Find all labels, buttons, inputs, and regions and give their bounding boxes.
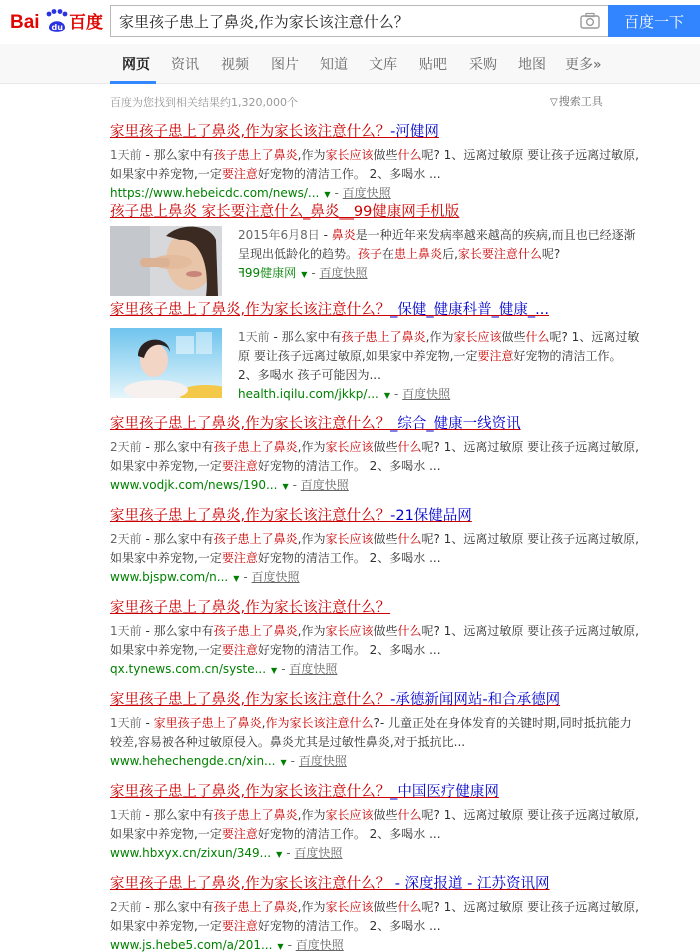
- result-url-row: www.hbxyx.cn/zixun/349... ▼ - 百度快照: [110, 846, 343, 860]
- result-url[interactable]: www.hehechengde.cn/xin...: [110, 754, 276, 768]
- result-title-link[interactable]: 孩子患上鼻炎 家长要注意什么_鼻炎__99健康网手机版: [110, 204, 460, 220]
- search-button[interactable]: 百度一下: [608, 5, 700, 37]
- snapshot-link[interactable]: 百度快照: [251, 570, 300, 584]
- result-title-link[interactable]: 家里孩子患上了鼻炎,作为家长该注意什么？_综合_健康一线资讯: [110, 416, 521, 432]
- snapshot-link[interactable]: 百度快照: [300, 478, 349, 492]
- tab-map[interactable]: 地图: [518, 57, 546, 73]
- tab-video[interactable]: 视频: [221, 57, 249, 73]
- result-url-row: qx.tynews.com.cn/syste... ▼ - 百度快照: [110, 662, 338, 676]
- result-abstract: 1天前 - 那么家中有孩子患上了鼻炎,作为家长应该做些什么呢? 1、远离过敏原 要让孩子远离过敏原,如果家中养宠物,一定要注意好宠物的清洁工作。 2、多喝水 ...: [110, 624, 639, 657]
- result-thumbnail[interactable]: [110, 328, 222, 398]
- result-item: [110, 122, 640, 204]
- 99-health-icon: ꟻ: [238, 266, 245, 280]
- filter-icon: ▽: [550, 97, 558, 108]
- result-url[interactable]: 99健康网: [244, 266, 297, 280]
- search-input[interactable]: [111, 6, 571, 36]
- result-abstract: 2天前 - 那么家中有孩子患上了鼻炎,作为家长应该做些什么呢? 1、远离过敏原 要让孩子远离过敏原,如果家中养宠物,一定要注意好宠物的清洁工作。 2、多喝水 ...: [110, 900, 639, 933]
- result-title-link[interactable]: 家里孩子患上了鼻炎,作为家长该注意什么？_中国医疗健康网: [110, 784, 499, 800]
- svg-text:du: du: [51, 23, 63, 32]
- snapshot-link[interactable]: 百度快照: [319, 266, 368, 280]
- chevron-down-icon[interactable]: ▼: [280, 758, 287, 767]
- result-abstract: 2015年6月8日 - 鼻炎是一种近年来发病率越来越高的疾病,而且也已经逐渐呈现出低龄化的趋势。孩子在患上鼻炎后,家长要注意什么呢?: [238, 228, 636, 261]
- result-url[interactable]: health.iqilu.com/jkkp/...: [238, 387, 379, 401]
- result-abstract: 1天前 - 那么家中有孩子患上了鼻炎,作为家长应该做些什么呢? 1、远离过敏原 要让孩子远离过敏原,如果家中养宠物,一定要注意好宠物的清洁工作。 2、多喝水 孩子可能因为...: [238, 330, 640, 382]
- snapshot-link[interactable]: 百度快照: [294, 846, 343, 860]
- tab-images[interactable]: 图片: [271, 57, 299, 73]
- tab-caigou[interactable]: 采购: [469, 57, 497, 73]
- result-abstract: 1天前 - 那么家中有孩子患上了鼻炎,作为家长应该做些什么呢? 1、远离过敏原 要让孩子远离过敏原,如果家中养宠物,一定要注意好宠物的清洁工作。 2、多喝水 ...: [110, 148, 639, 181]
- result-url-row: www.vodjk.com/news/190... ▼ - 百度快照: [110, 478, 349, 492]
- result-title-link[interactable]: 家里孩子患上了鼻炎,作为家长该注意什么？_保健_健康科普_健康_...: [110, 302, 549, 318]
- result-item: [110, 506, 640, 588]
- chevron-down-icon[interactable]: ▼: [271, 666, 278, 675]
- result-title-link[interactable]: 家里孩子患上了鼻炎,作为家长该注意什么？-21保健品网: [110, 508, 472, 524]
- tab-zhidao[interactable]: 知道: [320, 57, 348, 73]
- chevron-down-icon[interactable]: ▼: [301, 270, 308, 279]
- result-url-row: www.js.hebe5.com/a/201... ▼ - 百度快照: [110, 938, 344, 952]
- result-url[interactable]: www.bjspw.com/n...: [110, 570, 229, 584]
- result-url[interactable]: www.vodjk.com/news/190...: [110, 478, 278, 492]
- result-item: [110, 598, 640, 680]
- result-count: 百度为您找到相关结果约1,320,000个: [110, 96, 298, 109]
- result-title-link[interactable]: 家里孩子患上了鼻炎,作为家长该注意什么？ - 深度报道 - 江苏资讯网: [110, 876, 550, 892]
- chevron-down-icon[interactable]: ▼: [277, 942, 284, 951]
- result-title-link[interactable]: 家里孩子患上了鼻炎,作为家长该注意什么？-承德新闻网站-和合承德网: [110, 692, 561, 708]
- snapshot-link[interactable]: 百度快照: [289, 662, 338, 676]
- result-item: [110, 414, 640, 496]
- search-tools-button[interactable]: [550, 93, 603, 109]
- svg-text:百度: 百度: [69, 13, 103, 33]
- baidu-logo[interactable]: [10, 8, 106, 34]
- result-url-row: www.hehechengde.cn/xin... ▼ - 百度快照: [110, 754, 347, 768]
- header: [0, 0, 700, 44]
- result-abstract: 1天前 - 家里孩子患上了鼻炎,作为家长该注意什么?- 儿童正处在身体发育的关键时期,同时抵抗能力较差,容易被各种过敏原侵入。鼻炎尤其是过敏性鼻炎,对于抵抗比...: [110, 716, 632, 749]
- result-url[interactable]: https://www.hebeicdc.com/news/...: [110, 186, 320, 200]
- tab-more[interactable]: 更多»: [565, 57, 602, 73]
- result-thumbnail[interactable]: [110, 226, 222, 296]
- result-title-link[interactable]: 家里孩子患上了鼻炎,作为家长该注意什么？: [110, 600, 391, 616]
- result-abstract: 2天前 - 那么家中有孩子患上了鼻炎,作为家长应该做些什么呢? 1、远离过敏原 要让孩子远离过敏原,如果家中养宠物,一定要注意好宠物的清洁工作。 2、多喝水 ...: [110, 440, 639, 473]
- chevron-down-icon[interactable]: ▼: [282, 482, 289, 491]
- snapshot-link[interactable]: 百度快照: [342, 186, 391, 200]
- tab-bar: [0, 44, 700, 84]
- chevron-down-icon[interactable]: ▼: [276, 850, 283, 859]
- snapshot-link[interactable]: 百度快照: [402, 387, 451, 401]
- active-tab-indicator: [110, 81, 156, 84]
- result-url-row: https://www.hebeicdc.com/news/... ▼ - 百度快照: [110, 186, 391, 200]
- result-url-row: health.iqilu.com/jkkp/... ▼ - 百度快照: [238, 387, 451, 401]
- result-url[interactable]: www.js.hebe5.com/a/201...: [110, 938, 273, 952]
- result-url[interactable]: www.hbxyx.cn/zixun/349...: [110, 846, 272, 860]
- tab-tieba[interactable]: 贴吧: [419, 57, 447, 73]
- result-url[interactable]: qx.tynews.com.cn/syste...: [110, 662, 267, 676]
- result-item: [110, 874, 640, 952]
- result-url-row: ꟻ99健康网 ▼ - 百度快照: [238, 266, 368, 280]
- woman-nose-image: [110, 226, 222, 296]
- result-title-link[interactable]: 家里孩子患上了鼻炎,作为家长该注意什么？-河健网: [110, 124, 439, 140]
- snapshot-link[interactable]: 百度快照: [298, 754, 347, 768]
- result-url-row: www.bjspw.com/n... ▼ - 百度快照: [110, 570, 300, 584]
- tab-news[interactable]: 资讯: [171, 57, 199, 73]
- snapshot-link[interactable]: 百度快照: [295, 938, 344, 952]
- result-item: [110, 202, 640, 280]
- woman-breathing-image: [110, 328, 222, 398]
- chevron-down-icon[interactable]: ▼: [383, 391, 391, 400]
- result-abstract: 2天前 - 那么家中有孩子患上了鼻炎,作为家长应该做些什么呢? 1、远离过敏原 要让孩子远离过敏原,如果家中养宠物,一定要注意好宠物的清洁工作。 2、多喝水 ...: [110, 532, 639, 565]
- search-tools-label: 搜索工具: [558, 95, 603, 108]
- chevron-down-icon[interactable]: ▼: [233, 574, 240, 583]
- result-item: [110, 782, 640, 864]
- search-box: [110, 5, 608, 37]
- tab-wenku[interactable]: 文库: [369, 57, 397, 73]
- result-item: [110, 690, 640, 772]
- tab-web[interactable]: 网页: [122, 57, 150, 73]
- camera-icon[interactable]: [580, 12, 600, 30]
- chevron-down-icon[interactable]: ▼: [324, 190, 331, 199]
- result-item: [110, 300, 640, 401]
- result-abstract: 1天前 - 那么家中有孩子患上了鼻炎,作为家长应该做些什么呢? 1、远离过敏原 要让孩子远离过敏原,如果家中养宠物,一定要注意好宠物的清洁工作。 2、多喝水 ...: [110, 808, 639, 841]
- svg-text:Bai: Bai: [10, 12, 40, 33]
